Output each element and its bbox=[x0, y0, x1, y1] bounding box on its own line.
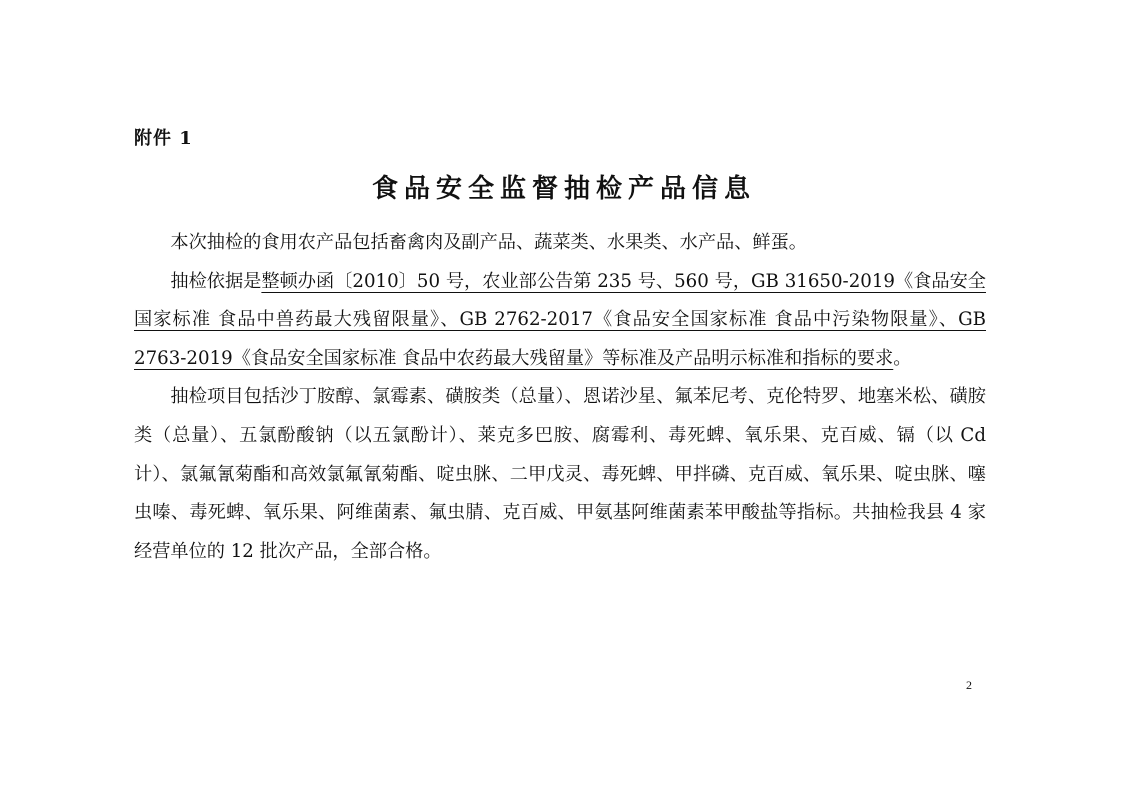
basis-end-punctuation: 。 bbox=[893, 347, 912, 369]
attachment-label: 附件 1 bbox=[134, 128, 193, 149]
items-paragraph: 抽检项目包括沙丁胺醇、氯霉素、磺胺类（总量）、恩诺沙星、氟苯尼考、克伦特罗、地塞米松、磺胺类（总量）、五氯酚酸钠（以五氯酚计）、莱克多巴胺、腐霉利、毒死蜱、氧乐果、克百威、镉（以 Cd 计）、氯氟氰菊酯和高效氯氟氰菊酯、啶虫脒、二甲戊灵、毒死蜱、甲拌磷、克百威、氧乐果、啶虫脒、噻虫嗪、毒死蜱、氧乐果、阿维菌素、氟虫腈、克百威、甲氨基阿维菌素苯甲酸盐等指标。共抽检我县 4 家经营单位的 12 批次产品，全部合格。 bbox=[134, 386, 986, 562]
basis-lead-text: 抽检依据是 bbox=[170, 270, 262, 292]
scope-paragraph: 本次抽检的食用农产品包括畜禽肉及副产品、蔬菜类、水果类、水产品、鲜蛋。 bbox=[170, 232, 807, 253]
basis-paragraph bbox=[134, 263, 986, 379]
document-body bbox=[134, 224, 986, 571]
basis-standards-text: 整顿办函〔2010〕50 号，农业部公告第 235 号、560 号，GB 31650-2019《食品安全国家标准 食品中兽药最大残留限量》、GB 2762-2017《食品安全国家标准 食品中污染物限量》、GB 2763-2019《食品安全国家标准 食品中农药最大残留量》等标准及产品明示标准和指标的要求 bbox=[134, 270, 986, 369]
page-number: 2 bbox=[966, 678, 972, 692]
document-title: 食品安全监督抽检产品信息 bbox=[371, 174, 756, 204]
